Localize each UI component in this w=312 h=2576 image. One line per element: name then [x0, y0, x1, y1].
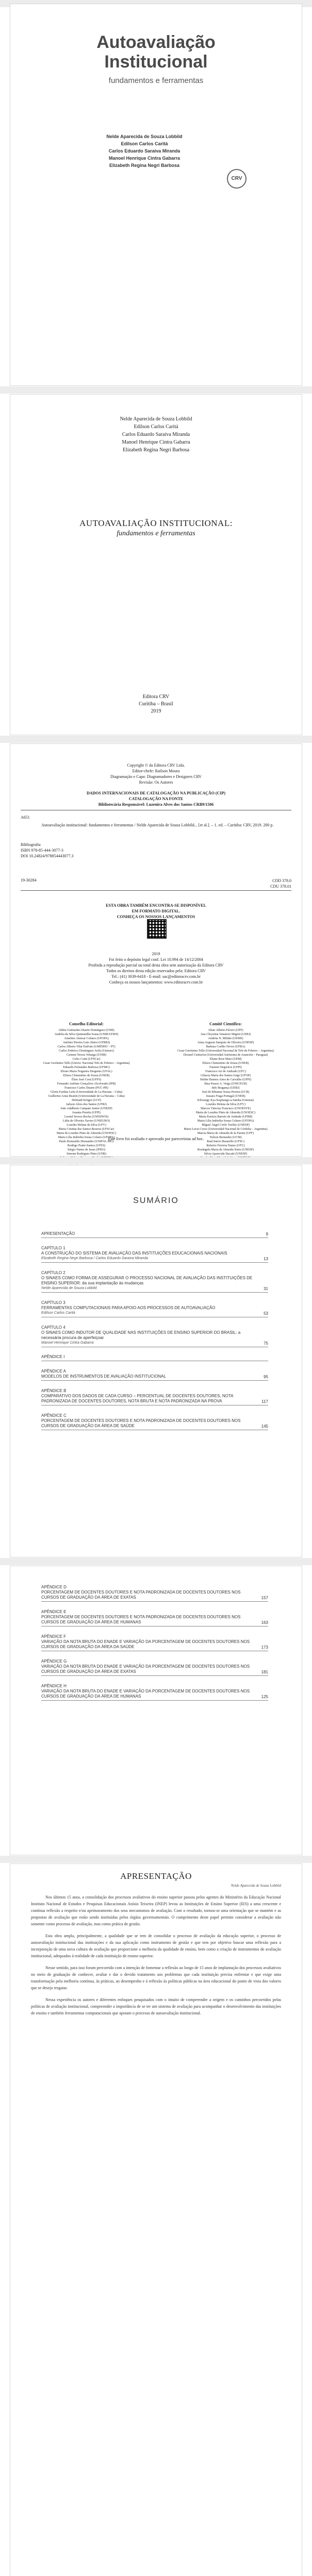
board-left-list: [21, 1028, 152, 1173]
toc-entry-title: PORCENTAGEM DE DOCENTES DOUTORES E NOTA PADRONIZADA DE DOCENTES DOUTORES NOS CURSOS DE GRADUAÇÃO DA ÁREA DE SAÚDE: [41, 1418, 241, 1428]
notice-line: ESTA OBRA TAMBÉM ENCONTRA-SE DISPONÍVEL: [106, 903, 206, 908]
presentation-title: APRESENTAÇÃO: [120, 1871, 192, 1881]
board-member: João Adalberto Campato Junior (UNESP): [60, 1107, 112, 1110]
bibliography-block: [21, 842, 175, 859]
catalog-code: A651: [21, 815, 30, 820]
cover-author: Nelde Aparecida de Souza Lobbild: [106, 134, 183, 139]
table-of-contents: [10, 1165, 302, 1557]
toc-entry[interactable]: [41, 1300, 268, 1317]
publisher-city: Curitiba – Brasil: [139, 701, 173, 707]
notice-line: EM FORMATO DIGITAL.: [132, 909, 180, 913]
board-member: Francisco Carlos Duarte (PUC-PR): [64, 1087, 108, 1090]
publisher-logo: CRV: [227, 169, 247, 189]
toc-page-number: 157: [261, 1596, 268, 1600]
page-gap: [0, 1157, 312, 1164]
toc-chapter-label: APÊNDICE G: [41, 1659, 67, 1664]
board-left-title: Conselho Editorial:: [69, 1022, 104, 1026]
toc-title: SUMÁRIO: [133, 1196, 179, 1205]
board-member: Maria Cristina dos Santos Bezerra (UFSCar): [58, 1128, 114, 1131]
page-gap: [0, 736, 312, 743]
toc-page-number: 173: [261, 1645, 268, 1650]
catalog-line: Bibliotecária Responsável: Luzenira Alves dos Santos CRB9/1506: [98, 802, 214, 807]
toc-entry[interactable]: [41, 1413, 268, 1430]
toc-entry[interactable]: [41, 1245, 268, 1263]
toc-entry-author: Nelde Aparecida de Souza Lobbild: [41, 1286, 97, 1290]
qr-code[interactable]: [147, 919, 167, 939]
author-name: Carlos Eduardo Saraiva Miranda: [122, 432, 190, 437]
cover-subtitle: fundamentos e ferramentas: [108, 76, 204, 85]
board-member: Sérgio Nunes de Jesus (IFRO): [68, 1148, 105, 1151]
committee-member: Elizeu Clementino de Souza (UNEB): [202, 1062, 249, 1065]
committee-member: Barbara Coelho Neves (UFBA): [206, 1045, 245, 1048]
presentation-paragraph: Esta obra ampla, principalmente, a qualidade que se tem de consolidar o processo de avaliação da educação superior, o processo de autoavaliação institucional das instituições e da sua aplicação como instrumento de gestão e que tem por objetivo buscar uma reflexão para a incorporação de uma nova cultura de avaliação que proporcione a melhoria da qualidade de ensino, bem como a criação de instrumentos de avaliação institucional, adequados à realidade de cada instituição de ensino superior.: [31, 1934, 281, 1958]
toc-entry[interactable]: [41, 1368, 268, 1381]
toc-chapter-label: CAPÍTULO 3: [41, 1300, 65, 1305]
cover-author: Edilson Carlos Caritá: [121, 141, 168, 146]
page-gap: [0, 386, 312, 394]
board-member: Celso Conti (UFSCar): [72, 1058, 101, 1061]
toc-page-number: 95: [264, 1375, 268, 1379]
catalog-line: CATALOGAÇÃO NA FONTE: [128, 796, 184, 801]
board-member: Carmen Tereza Velanga (UNIR): [66, 1054, 107, 1057]
cdu: CDU 378.01: [270, 884, 291, 889]
toc-entry-author: Elizabeth Regina Negri Barbosa / Carlos Eduardo Saraiva Miranda: [41, 1257, 148, 1260]
committee-member: Cesar Gerónimo Tello (Universidad Nacional de Três de Febrero – Argentina): [177, 1049, 274, 1053]
legal-block: [10, 951, 302, 985]
committee-member: Altair Alberto Fávero (UPF): [208, 1029, 243, 1032]
copyright-header: [10, 762, 302, 785]
toc-entry-title: MODELOS DE INSTRUMENTOS DE AVALIAÇÃO INSTITUCIONAL: [41, 1374, 166, 1379]
presentation-paragraph: Nesse sentido, para isso foram percorrido com a intenção de fomentar a reflexão ao longo de 15 anos de implantação dos processos avaliativos no meio de graduação de conhecer, avaliar e dar o devido tratamento aos problemas que cada instituição precisa enfrentar e que exige uma transformação pela melhoria contínua, às práticas, ao desempenho e à reflexão às políticas públicas na área educacional do ponto de vista dos valores que se deseja resgatar.: [31, 1965, 281, 1990]
board-member: Aldira Guimarães Duarte Domínguez (UNB): [58, 1029, 114, 1032]
toc-entry[interactable]: [41, 1354, 268, 1361]
book-title: AUTOAVALIAÇÃO INSTITUCIONAL:: [79, 518, 233, 528]
author-name: Elizabeth Regina Negri Barbosa: [122, 447, 190, 453]
toc-page-number: 13: [264, 1257, 268, 1261]
page-gap: [0, 1558, 312, 1565]
toc-chapter-label: CAPÍTULO 2: [41, 1270, 65, 1275]
committee-member: Andréia N. Militão (UEMS): [208, 1037, 243, 1040]
author-name: Edilson Carlos Caritá: [134, 424, 178, 430]
toc-entry-title: APÊNDICE I: [41, 1354, 65, 1359]
copyright-page: [10, 744, 302, 1156]
toc-entry-author: Edilson Carlos Caritá: [41, 1311, 75, 1315]
toc-continuation: [10, 1566, 302, 1855]
committee-member: Míguel Ángel Cirilo Toribio (UNESP): [202, 1124, 250, 1127]
toc-entry-title: O SINAES COMO FORMA DE ASSEGURAR O PROCESSO NACIONAL DE AVALIAÇÃO DAS INSTITUIÇÕES DE ENSINO SUPERIOR: da sua implantação às mudanças: [41, 1276, 253, 1285]
committee-member: Raul Inácio Busarello (UFSC): [207, 1140, 244, 1143]
board-right: [160, 1022, 291, 1177]
toc-chapter-label: APÊNDICE C: [41, 1413, 67, 1418]
toc-list: [41, 1231, 268, 1437]
toc-entry[interactable]: [41, 1231, 268, 1238]
cdd-block: [270, 878, 291, 889]
board-member: Josania Portela (UFPI): [72, 1111, 101, 1114]
committee-member: Diosnel Centurion (Universidad Autónoma de Asunción – Paraguai): [183, 1054, 268, 1057]
toc-page-number: 145: [261, 1424, 268, 1429]
toc-entry-title: APRESENTAÇÃO: [41, 1231, 75, 1236]
board-member: Lourdes Helena da Silva (UFV): [67, 1124, 106, 1127]
toc-page-number: 125: [261, 1694, 268, 1699]
toc-entry-title: VARIAÇÃO DA NOTA BRUTA DO ENADE E VARIAÇÃO DA PORCENTAGEM DE DOCENTES DOUTORES NOS CURSOS DE GRADUAÇÃO DA ÁREA DA SAÚDE: [41, 1639, 250, 1649]
book-cover: [10, 4, 302, 385]
catalog-header: [10, 790, 302, 807]
cover-title-line2: Institucional: [104, 52, 208, 72]
legal-line: Conheça os nossos lançamentos: www.editoracrv.com.br: [109, 980, 203, 985]
toc-entry[interactable]: [41, 1683, 268, 1701]
toc-entry-title: O SINAES COMO INDUTOR DE QUALIDADE NAS INSTITUIÇÕES DE ENSINO SUPERIOR DO BRASIL: a necessária procura de aperfeiçoar: [41, 1330, 241, 1340]
toc-chapter-label: CAPÍTULO 4: [41, 1325, 65, 1330]
board-right-list: [160, 1028, 291, 1177]
committee-member: Helder Buenos Aires de Carvalho (UFPI): [200, 1078, 252, 1081]
board-member: Fernando Antônio Gonçalves Alcoforado (IPB): [57, 1082, 116, 1086]
legal-line: Tel.: (41) 3039-6418 - E-mail: sac@editoracrv.com.br: [111, 974, 201, 979]
page-gap: [0, 1856, 312, 1863]
toc-page-number: 117: [261, 1399, 268, 1404]
board-member: Elizeu Clementino de Souza (UNEB): [63, 1074, 110, 1077]
toc-page-number: 9: [266, 1232, 268, 1236]
toc-entry[interactable]: [41, 1388, 268, 1405]
board-member: Jailson Alves dos Santos (UFRJ): [66, 1103, 107, 1106]
isbn: ISBN 978-85-444-3077-3: [21, 848, 63, 853]
toc-page-number: 75: [264, 1341, 268, 1346]
title-page: [10, 395, 302, 735]
committee-member: Nelson Bernardes (UCM): [209, 1136, 242, 1139]
committee-member: Roberto Ferreira Nunes (UFU): [206, 1144, 245, 1147]
committee-member: Maria Lília Imbiriba Sousa Colares (UFOPA): [197, 1120, 254, 1123]
presentation-body: [31, 1894, 281, 2022]
notice-line: CONHEÇA OS NOSSOS LANÇAMENTOS: [117, 914, 195, 919]
committee-member: Marcia Maria de Almeida de la Fuente (UFF): [197, 1132, 254, 1135]
committee-member: Kilwangy Kya Kapitango-a-Samba (Unemat): [197, 1099, 254, 1102]
legal-line: Todos os direitos desta edição reservados pela: Editora CRV: [106, 969, 206, 973]
committee-member: Lourdes Helena da Silva (UFV): [206, 1103, 245, 1106]
author-name: Manoel Henrique Cintra Gabarra: [122, 439, 190, 445]
board-member: Rodrigo Pratte-Santos (UFES): [67, 1144, 106, 1147]
cover-author: Carlos Eduardo Saraiva Miranda: [108, 148, 180, 154]
catalog-number: 19-30284: [21, 878, 37, 883]
toc-chapter-label: APÊNDICE A: [41, 1369, 67, 1374]
toc-chapter-label: APÊNDICE E: [41, 1609, 67, 1614]
committee-member: Ilma Passos A. Veiga (UNICEUB): [204, 1082, 247, 1086]
committee-member: Maria de Lourdes Pinto de Almeida (UNOESC): [195, 1111, 256, 1114]
toc-entry[interactable]: [41, 1584, 268, 1602]
toc-chapter-label: APÊNDICE H: [41, 1684, 67, 1688]
publication-year: 2019: [151, 708, 161, 714]
board-member: Guillermo Arias Beatón (Universidade de La Havana – Cuba): [48, 1095, 125, 1098]
board-member: Gloria Fariñas León (Universidade de La Havana – Cuba): [50, 1091, 123, 1094]
cover-author: Manoel Henrique Cintra Gabarra: [108, 156, 180, 161]
board-member: Maria de Lourdes Pinto de Almeida (UNOESC): [56, 1132, 117, 1135]
board-member: Helmuth Krüger (UCP): [72, 1099, 101, 1102]
cover-title: [10, 32, 302, 72]
board-member: Élsio José Corá (UFFS): [71, 1078, 102, 1081]
title-page-authors: [10, 415, 302, 454]
toc-entry[interactable]: [41, 1634, 268, 1651]
committee-member: Fauston Negreiros (UFPI): [209, 1066, 242, 1069]
doi: DOI 10.24824/978854443077.3: [21, 854, 74, 858]
toc-page-number: 181: [261, 1670, 268, 1674]
toc-entry-title: A CONSTRUÇÃO DO SISTEMA DE AVALIAÇÃO DAS INSTITUIÇÕES EDUCACIONAIS NACIONAIS: [41, 1251, 227, 1256]
presentation-page: [10, 1864, 302, 2576]
toc-entry-title: PORCENTAGEM DE DOCENTES DOUTORES E NOTA PADRONIZADA DE DOCENTES DOUTORES NOS CURSOS DE GRADUAÇÃO DA ÁREA DE HUMANAS: [41, 1615, 241, 1624]
legal-year: 2019: [152, 952, 160, 956]
catalog-entry: Autoavaliação institucional: fundamentos e ferramentas / Nelde Aparecida de Souza Lobbild... [et al.]. – 1. ed. – Curitiba: CRV, 2019. 200 p.: [41, 823, 274, 827]
presentation-author: Nelde Aparecida de Souza Lobbild: [231, 1884, 281, 1888]
committee-member: Anna Augusta Sampaio de Oliveira (UNESP): [197, 1041, 254, 1044]
toc-entry[interactable]: [41, 1658, 268, 1676]
board-member: Paulo Romualdo Hernandes (UNIFAL-MG): [59, 1140, 114, 1143]
board-left: [21, 1022, 152, 1173]
cdd: CDD 378.0: [272, 878, 291, 883]
toc-entry-title: PORCENTAGEM DE DOCENTES DOUTORES E NOTA PADRONIZADA DE DOCENTES DOUTORES NOS CURSOS DE GRADUAÇÃO DA ÁREA DE EXATAS: [41, 1590, 241, 1600]
publisher-block: [10, 693, 302, 715]
toc-entry[interactable]: [41, 1609, 268, 1626]
board-member: Anselmo Alencar Colares (UFOPA): [64, 1037, 109, 1040]
toc-chapter-label: APÊNDICE D: [41, 1585, 67, 1589]
committee-member: Gláucia Maria dos Santos Jorge (UFOP): [200, 1074, 251, 1077]
committee-member: Marcos Vinicius Francisco (UNOESTE): [200, 1107, 251, 1110]
toc-entry-title: VARIAÇÃO DA NOTA BRUTA DO ENADE E VARIAÇÃO DA PORCENTAGEM DE DOCENTES DOUTORES NOS CURSOS DE GRADUAÇÃO DA ÁREA DE HUMANAS: [41, 1689, 250, 1699]
presentation-paragraph: Nessa experiência os autores e diferentes enfoques pesquisados com o intuito de compreender a origem e os caminhos percorridos pelas políticas de avaliação institucional, compreender a importância de se ter um sistema de avaliação para acompanhar o desenvolvimento das instituições de ensino e também ferramentas computacionais que apoiam o processo de autoavaliação institucional.: [31, 1997, 281, 2015]
cover-author: Elizabeth Regina Negri Barbosa: [109, 163, 180, 168]
committee-member: Inês Bragança (UERJ): [211, 1087, 240, 1090]
committee-member: Rosângela Maria de Almeida Netto (UNESP): [197, 1148, 254, 1151]
review-line: Revisão: Os Autores: [139, 780, 173, 785]
board-member: Antônio Pereira Gaio Júnior (UFRRJ): [62, 1041, 110, 1044]
board-member: Carlos Federico Domínguez Avila (Unieuro): [59, 1049, 114, 1053]
toc-page-number: 31: [264, 1286, 268, 1291]
toc-entry-author: Manoel Henrique Cintra Gabarra: [41, 1341, 94, 1345]
toc-chapter-label: APÊNDICE F: [41, 1634, 67, 1639]
catalog-line: DADOS INTERNACIONAIS DE CATALOGAÇÃO NA PUBLICAÇÃO (CIP): [86, 791, 226, 795]
toc-entry-title: COMPARATIVO DOS DADOS DE CADA CURSO – PERCENTUAL DE DOCENTES DOUTORES, NOTA PADRONIZADA DE DOCENTES DOUTORES, NOTA BRUTA E NOTA PADRONIZADA NA PROVA: [41, 1394, 234, 1403]
toc-page-number: 163: [261, 1620, 268, 1625]
committee-member: Marta Lucia Croce (Universidad Nacional de Córdoba – Argentina): [184, 1128, 268, 1131]
divider: [21, 890, 291, 891]
toc-entry-title: VARIAÇÃO DA NOTA BRUTA DO ENADE E VARIAÇÃO DA PORCENTAGEM DE DOCENTES DOUTORES NOS CURSOS DE GRADUAÇÃO DA ÁREA DE EXATAS: [41, 1664, 250, 1674]
book-subtitle: fundamentos e ferramentas: [117, 530, 195, 537]
cover-title-line1: Autoavaliação: [96, 32, 216, 52]
board-member: Andréia da Silva Quintanilha Sousa (UNIR/UFRN): [54, 1033, 119, 1036]
editor-line: Editor-chefe: Railson Moura: [132, 769, 180, 773]
board-member: Lídia de Oliveira Xavier (UNIEURO): [62, 1120, 110, 1123]
committee-member: Silvia Aparecida Ducatti (UNESP): [204, 1153, 248, 1156]
legal-line: Foi feito o depósito legal conf. Lei 10.994 de 14/12/2004: [109, 957, 203, 962]
bib-line: Bibliografia: [21, 842, 41, 847]
board-right-title: Comitê Científico:: [209, 1022, 242, 1026]
board-member: Eduardo Fernandes Barbosa (UFMG): [63, 1066, 110, 1069]
legal-line: Proibida a reprodução parcial ou total desta obra sem autorização da Editora CRV: [88, 963, 224, 968]
committee-member: Maria Eurácia Barreto de Andrade (UFRB): [199, 1115, 253, 1118]
board-member: Leonel Severo Rocha (UNISINOS): [64, 1115, 109, 1118]
toc-entry[interactable]: [41, 1325, 268, 1347]
toc-entry[interactable]: [41, 1270, 268, 1293]
committee-member: Francisco Ari de Andrade (UFC): [205, 1070, 246, 1073]
board-member: Cesar Gerónimo Tello (Univer. Nacional Três de Febrero – Argentina): [43, 1062, 130, 1065]
committee-member: Eliane Rose Maio (UEM): [209, 1058, 242, 1061]
appendix-list: [41, 1584, 268, 1708]
design-line: Diagramação e Capa: Diagramadores e Designers CRV: [110, 774, 202, 779]
toc-chapter-label: APÊNDICE B: [41, 1388, 67, 1393]
committee-member: José de Ribamar Sousa Pereira (UCB): [202, 1091, 250, 1094]
committee-member: Jussara Fraga Portugal (UNEB): [206, 1095, 245, 1098]
copyright-line: Copyright © da Editora CRV Ltda.: [127, 763, 185, 768]
cover-authors: [67, 133, 222, 169]
author-name: Nelde Aparecida de Souza Lobbild: [120, 416, 192, 422]
publisher-name: Editora CRV: [142, 694, 170, 700]
digital-notice: [10, 903, 302, 920]
board-member: Maria Lília Imbiriba Sousa Colares (UFOPA): [58, 1136, 115, 1139]
board-member: Simone Rodrigues Pinto (UNB): [67, 1153, 106, 1156]
presentation-paragraph: Nos últimos 15 anos, a consolidação dos processos avaliativos do ensino superior passou pelos agentes do Ministério da Educação Nacional Instituto Nacional de Estudos e Pesquisas Educacionais Anísio Teixeira (INEP) levou as Instituições de Ensino Superior (IES) a uma crescente e contínua reflexão a respeito e/ou aprimoramento dos seus mecanismos de avaliação. Com o resultado, tornou-se uma orientação que se mantém e as propostas de avaliação que estão sendo instituídas pelos órgãos governamentais. O cumprimento deste papel permite considerar a avaliação não somente como processo de avaliação, mas como prática de gestão.: [31, 1895, 281, 1926]
board-member: Elione Maria Nogueira Diogenes (UFAL): [60, 1070, 112, 1073]
committee-member: Ana Chrystina Venancio Mignot (UERJ): [200, 1033, 251, 1036]
review-note: Este livro foi avaliado e aprovado por pareceristas ad hoc.: [108, 1137, 204, 1141]
toc-entry-title: FERRAMENTAS COMPUTACIONAIS PARA APOIO AOS PROCESSOS DE AUTOAVALIAÇÃO: [41, 1306, 216, 1310]
board-member: Carlos Alberto Vilar Estêvão (UMINHO – PT): [57, 1045, 116, 1048]
toc-page-number: 53: [264, 1311, 268, 1316]
toc-chapter-label: CAPÍTULO 1: [41, 1246, 65, 1250]
